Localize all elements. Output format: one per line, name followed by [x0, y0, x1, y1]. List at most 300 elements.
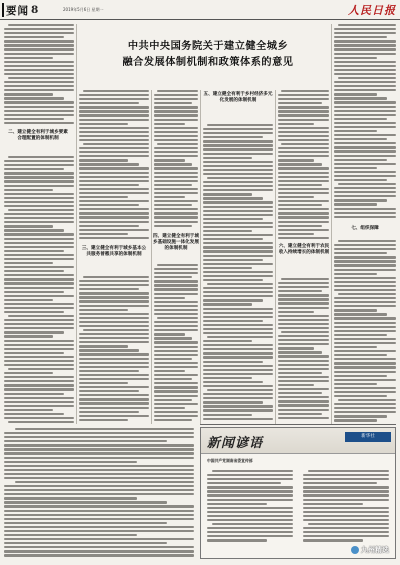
text-line — [154, 123, 185, 125]
text-line — [79, 309, 128, 311]
text-line — [4, 242, 74, 244]
column-divider — [151, 90, 152, 424]
text-line — [278, 204, 322, 206]
text-line — [79, 159, 128, 161]
text-line — [334, 366, 396, 368]
text-line — [334, 61, 396, 63]
text-line — [154, 366, 198, 368]
text-line — [278, 315, 329, 317]
text-line — [334, 322, 396, 324]
text-line — [4, 550, 194, 552]
text-line — [79, 131, 149, 133]
text-line — [278, 196, 314, 198]
text-line — [154, 313, 198, 315]
text-line — [281, 331, 329, 333]
text-line — [334, 32, 396, 34]
text-line — [154, 390, 198, 392]
text-line — [278, 347, 314, 349]
text-line — [303, 499, 389, 501]
text-line — [154, 119, 198, 121]
column-divider — [76, 24, 77, 424]
text-line — [4, 452, 194, 454]
text-line — [203, 275, 273, 277]
text-line — [79, 204, 139, 206]
text-line — [278, 106, 329, 108]
section-label — [6, 3, 38, 17]
text-line — [4, 114, 74, 116]
text-line — [154, 102, 192, 104]
text-line — [4, 160, 74, 162]
text-line — [203, 344, 273, 346]
text-line — [4, 282, 74, 284]
text-line — [4, 53, 74, 55]
text-line — [334, 285, 396, 287]
text-line — [8, 24, 74, 26]
text-line — [79, 317, 149, 319]
text-line — [203, 201, 273, 203]
text-line — [203, 144, 273, 146]
text-line — [154, 276, 192, 278]
text-line — [203, 409, 273, 411]
text-line — [154, 321, 198, 323]
text-line — [4, 229, 64, 231]
text-line — [203, 132, 273, 134]
text-line — [334, 48, 396, 50]
text-line — [154, 188, 198, 190]
text-line — [4, 485, 194, 487]
text-line — [203, 303, 252, 305]
text-line — [4, 526, 194, 528]
text-line — [154, 358, 192, 360]
text-line — [207, 539, 267, 541]
ad-badge: 新华社 — [345, 432, 391, 442]
text-line — [203, 140, 273, 142]
text-line — [154, 362, 198, 364]
text-line — [203, 193, 252, 195]
text-line — [4, 225, 53, 227]
text-line — [4, 384, 74, 386]
text-line — [203, 173, 273, 175]
text-line — [4, 457, 194, 459]
text-line — [278, 392, 322, 394]
text-line — [334, 53, 396, 55]
column-divider — [200, 90, 201, 424]
text-line — [203, 230, 252, 232]
newspaper-logo: 人民日报 — [348, 4, 396, 17]
text-line — [278, 307, 329, 309]
text-line — [203, 397, 273, 399]
text-line — [278, 290, 322, 292]
text-line — [154, 288, 198, 290]
text-line — [154, 346, 198, 348]
text-line — [334, 264, 396, 266]
text-line — [4, 254, 74, 256]
text-line — [79, 151, 149, 153]
text-line — [79, 280, 149, 282]
text-line — [8, 368, 74, 370]
text-column-6-cont — [334, 240, 396, 424]
text-line — [154, 386, 198, 388]
text-line — [4, 348, 74, 350]
text-line — [154, 176, 198, 178]
text-line — [203, 377, 252, 379]
text-line — [278, 135, 329, 137]
text-line — [278, 192, 329, 194]
column-divider — [275, 90, 276, 424]
article-headline — [78, 38, 338, 70]
text-line — [278, 98, 329, 100]
text-line — [334, 244, 396, 246]
text-line — [4, 444, 194, 446]
text-column-1-cont — [4, 156, 74, 424]
text-line — [203, 169, 273, 171]
text-line — [4, 352, 64, 354]
text-line — [79, 221, 149, 223]
text-line — [4, 340, 74, 342]
text-line — [4, 397, 74, 399]
text-line — [203, 365, 273, 367]
text-line — [207, 499, 293, 501]
text-line — [203, 414, 252, 416]
text-line — [79, 123, 128, 125]
text-line — [334, 130, 377, 132]
text-line — [154, 184, 192, 186]
text-line — [334, 114, 396, 116]
text-line — [154, 147, 198, 149]
text-line — [278, 180, 329, 182]
text-line — [207, 283, 273, 285]
text-line — [278, 123, 314, 125]
text-line — [303, 490, 389, 492]
text-line — [203, 218, 263, 220]
text-line — [203, 210, 273, 212]
text-line — [79, 127, 149, 129]
text-line — [278, 368, 329, 370]
text-line — [154, 216, 198, 218]
text-line — [154, 378, 192, 380]
text-line — [154, 370, 185, 372]
ad-header — [201, 428, 395, 454]
text-line — [207, 336, 273, 338]
text-line — [203, 189, 273, 191]
text-line — [334, 346, 377, 348]
text-line — [79, 212, 149, 214]
text-line — [303, 539, 363, 541]
text-line — [154, 204, 192, 206]
text-line — [154, 221, 198, 223]
text-column-5 — [278, 90, 329, 240]
text-line — [4, 323, 74, 325]
text-line — [303, 474, 389, 476]
text-line — [154, 151, 198, 153]
text-line — [203, 373, 273, 375]
text-line — [278, 94, 329, 96]
text-line — [203, 348, 273, 350]
text-line — [278, 380, 329, 382]
text-line — [334, 212, 396, 214]
text-line — [203, 246, 273, 248]
text-line — [203, 222, 273, 224]
text-line — [303, 531, 389, 533]
text-line — [154, 114, 198, 116]
text-line — [83, 276, 149, 278]
text-line — [207, 124, 273, 126]
text-line — [154, 325, 198, 327]
text-line — [154, 163, 192, 165]
text-line — [4, 193, 74, 195]
text-line — [334, 134, 396, 136]
text-line — [281, 278, 329, 280]
text-line — [334, 289, 396, 291]
text-line — [303, 478, 389, 480]
text-line — [8, 156, 74, 158]
text-line — [83, 329, 149, 331]
text-line — [334, 73, 396, 75]
text-line — [203, 320, 263, 322]
text-line — [79, 119, 149, 121]
ad-title: 新闻谚语 — [207, 436, 264, 451]
text-line — [4, 217, 74, 219]
text-line — [157, 317, 198, 319]
text-line — [4, 85, 74, 87]
text-line — [334, 301, 396, 303]
text-line — [154, 407, 185, 409]
text-line — [334, 277, 396, 279]
text-column-3 — [154, 90, 198, 230]
text-line — [334, 407, 396, 409]
text-line — [154, 284, 198, 286]
text-line — [278, 102, 322, 104]
text-column-6 — [334, 24, 396, 220]
text-column-2-cont — [79, 276, 149, 424]
text-line — [154, 272, 198, 274]
text-line — [334, 167, 377, 169]
section-name: 要闻 — [6, 4, 29, 17]
text-line — [79, 341, 149, 343]
text-line — [281, 90, 329, 92]
text-line — [334, 338, 396, 340]
text-line — [8, 421, 74, 423]
text-line — [203, 197, 263, 199]
text-column-5-cont — [278, 278, 329, 424]
text-line — [154, 106, 198, 108]
text-line — [278, 388, 329, 390]
text-line — [154, 395, 198, 397]
text-line — [79, 390, 139, 392]
text-line — [334, 354, 387, 356]
text-line — [278, 221, 329, 223]
text-line — [79, 192, 149, 194]
text-line — [334, 362, 396, 364]
text-line — [278, 229, 329, 231]
text-line — [154, 139, 198, 141]
text-line — [79, 110, 149, 112]
text-line — [79, 139, 149, 141]
text-line — [334, 199, 387, 201]
text-line — [79, 321, 149, 323]
text-line — [4, 185, 74, 187]
text-line — [79, 366, 149, 368]
text-line — [4, 493, 194, 495]
text-line — [203, 259, 263, 261]
text-line — [334, 81, 396, 83]
text-line — [4, 432, 194, 434]
text-line — [203, 316, 273, 318]
text-line — [4, 118, 64, 120]
text-line — [4, 250, 64, 252]
text-line — [334, 142, 396, 144]
text-line — [334, 150, 396, 152]
text-line — [207, 515, 293, 517]
text-line — [207, 511, 293, 513]
text-line — [154, 155, 198, 157]
text-line — [4, 57, 53, 59]
text-line — [4, 44, 74, 46]
text-line — [334, 138, 387, 140]
masthead — [0, 0, 400, 20]
text-line — [4, 522, 167, 524]
text-line — [338, 399, 396, 401]
text-line — [4, 238, 74, 240]
text-line — [79, 200, 149, 202]
text-line — [4, 274, 74, 276]
text-line — [203, 393, 273, 395]
text-line — [334, 179, 387, 181]
text-line — [334, 191, 396, 193]
text-line — [4, 180, 74, 182]
text-line — [338, 24, 396, 26]
text-line — [79, 337, 149, 339]
text-line — [203, 148, 273, 150]
text-line — [334, 163, 396, 165]
text-line — [334, 159, 387, 161]
ad-text-right — [303, 470, 389, 542]
text-line — [278, 343, 329, 345]
text-line — [207, 531, 293, 533]
text-line — [79, 296, 149, 298]
text-line — [203, 267, 252, 269]
text-line — [334, 36, 387, 38]
text-line — [203, 356, 273, 358]
text-line — [4, 534, 137, 536]
text-line — [203, 255, 273, 257]
text-line — [278, 233, 314, 235]
text-line — [4, 97, 64, 99]
text-line — [4, 73, 74, 75]
text-line — [278, 176, 329, 178]
text-line — [203, 136, 263, 138]
text-line — [203, 401, 263, 403]
text-line — [278, 114, 329, 116]
text-line — [278, 404, 329, 406]
text-line — [79, 208, 149, 210]
text-line — [278, 417, 329, 419]
text-line — [79, 288, 139, 290]
text-line — [334, 40, 396, 42]
text-line — [79, 233, 128, 235]
text-line — [278, 167, 329, 169]
text-line — [338, 183, 396, 185]
text-line — [278, 139, 329, 141]
text-line — [212, 470, 293, 472]
text-line — [154, 94, 198, 96]
text-line — [278, 372, 322, 374]
text-line — [203, 153, 273, 155]
text-line — [278, 298, 329, 300]
text-line — [207, 478, 293, 480]
text-line — [334, 317, 396, 319]
text-line — [334, 101, 396, 103]
text-line — [157, 90, 198, 92]
text-line — [4, 36, 64, 38]
text-line — [4, 233, 74, 235]
text-line — [4, 197, 74, 199]
text-line — [303, 503, 363, 505]
text-line — [334, 309, 377, 311]
text-line — [278, 151, 329, 153]
text-line — [4, 266, 74, 268]
text-line — [334, 216, 396, 218]
text-line — [278, 282, 329, 284]
text-line — [4, 291, 64, 293]
text-line — [4, 168, 64, 170]
text-line — [154, 293, 198, 295]
text-line — [303, 527, 389, 529]
text-line — [154, 333, 185, 335]
text-line — [15, 428, 194, 430]
text-line — [4, 287, 74, 289]
text-line — [4, 93, 53, 95]
text-line — [203, 308, 273, 310]
text-line — [334, 313, 387, 315]
text-line — [154, 212, 198, 214]
text-line — [154, 180, 198, 182]
issue-date: 2019年5月6日 星期一 — [63, 7, 104, 12]
text-line — [203, 340, 252, 342]
text-line — [203, 332, 273, 334]
text-line — [154, 374, 198, 376]
text-line — [334, 260, 396, 262]
text-line — [334, 379, 396, 381]
text-line — [4, 270, 64, 272]
text-line — [203, 381, 263, 383]
text-line — [338, 77, 396, 79]
text-line — [207, 519, 293, 521]
text-line — [79, 102, 139, 104]
text-line — [4, 221, 74, 223]
text-line — [203, 287, 273, 289]
text-line — [79, 411, 139, 413]
text-line — [207, 177, 273, 179]
text-line — [154, 399, 192, 401]
text-line — [154, 415, 198, 417]
text-line — [334, 358, 396, 360]
text-line — [154, 305, 198, 307]
text-line — [79, 313, 149, 315]
text-line — [154, 135, 198, 137]
text-line — [4, 497, 137, 499]
text-line — [79, 300, 149, 302]
text-line — [4, 299, 53, 301]
section-heading: 二、建立健全有利于城乡要素合理配置的体制机制 — [8, 130, 68, 142]
text-line — [207, 503, 267, 505]
text-line — [4, 344, 74, 346]
text-line — [79, 172, 149, 174]
text-line — [4, 417, 74, 419]
text-line — [278, 155, 329, 157]
text-line — [334, 269, 396, 271]
text-line — [4, 546, 194, 548]
